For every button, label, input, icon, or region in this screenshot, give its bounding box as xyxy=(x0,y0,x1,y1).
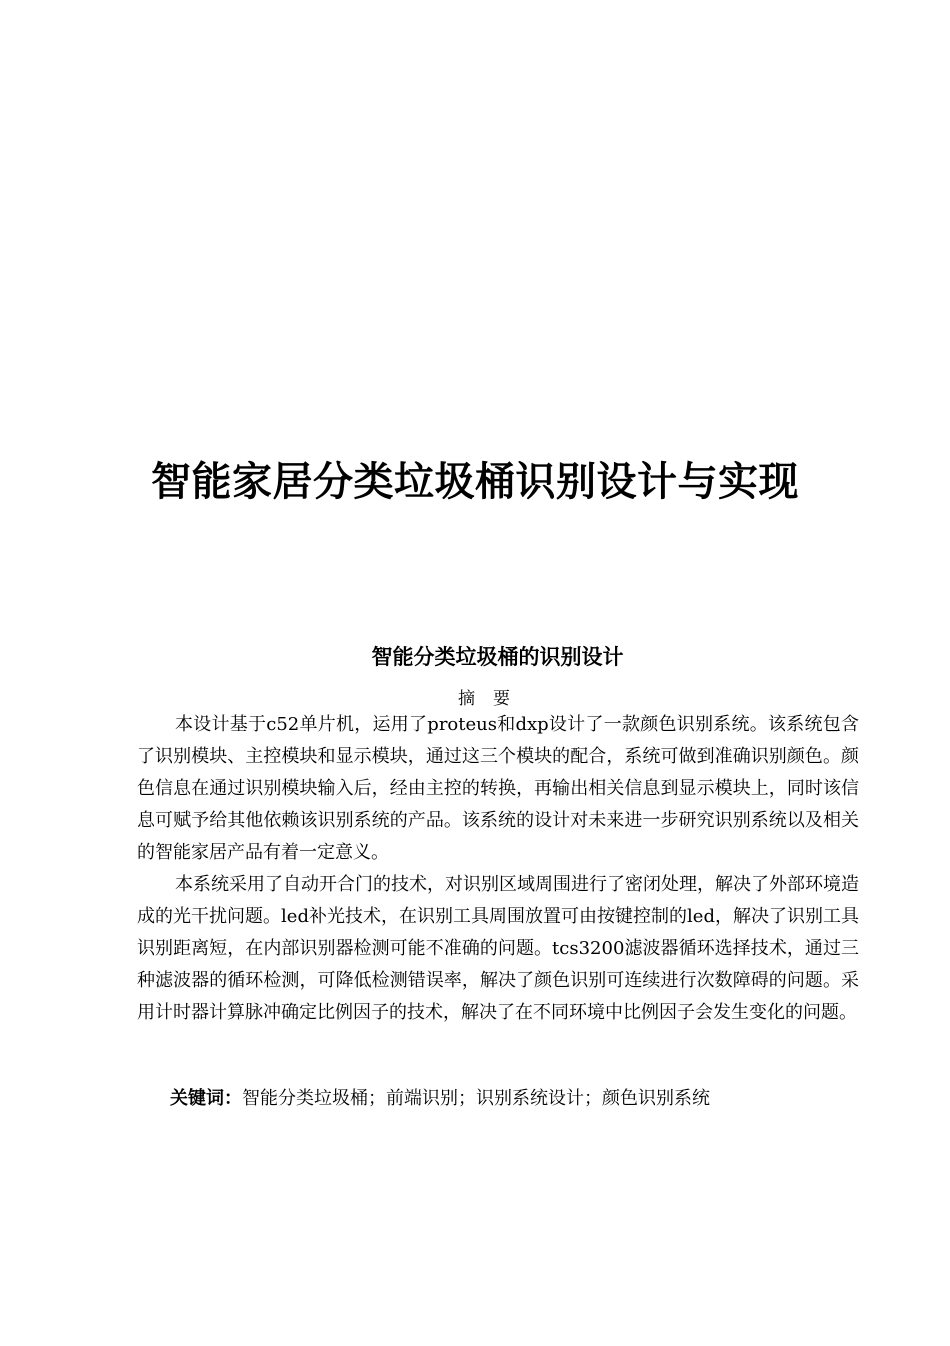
keywords-label: 关键词： xyxy=(170,1088,242,1109)
keywords-text: 智能分类垃圾桶；前端识别；识别系统设计；颜色识别系统 xyxy=(242,1088,710,1109)
abstract-title: 智能分类垃圾桶的识别设计 xyxy=(371,645,624,669)
document-title: 智能家居分类垃圾桶识别设计与实现 xyxy=(151,459,799,505)
abstract-paragraph: 本设计基于c52单片机，运用了proteus和dxp设计了一款颜色识别系统。该系统包含了识别模块、主控模块和显示模块，通过这三个模块的配合，系统可做到准确识别颜色。颜色信息在通过识别模块输入后，经由主控的转换，再输出相关信息到显示模块上，同时该信息可赋予给其他依赖该识别系统的产品。该系统的设计对未来进一步研究识别系统以及相关的智能家居产品有着一定意义。 xyxy=(137,714,859,863)
abstract-body xyxy=(137,709,859,1029)
abstract-paragraph: 本系统采用了自动开合门的技术，对识别区域周围进行了密闭处理，解决了外部环境造成的光干扰问题。led补光技术，在识别工具周围放置可由按键控制的led，解决了识别工具识别距离短，在内部识别器检测可能不准确的问题。tcs3200滤波器循环选择技术，通过三种滤波器的循环检测，可降低检测错误率，解决了颜色识别可连续进行次数障碍的问题。采用计时器计算脉冲确定比例因子的技术，解决了在不同环境中比例因子会发生变化的问题。 xyxy=(137,874,859,1023)
abstract-heading: 摘要 xyxy=(458,689,528,709)
keywords-line xyxy=(170,1083,710,1115)
